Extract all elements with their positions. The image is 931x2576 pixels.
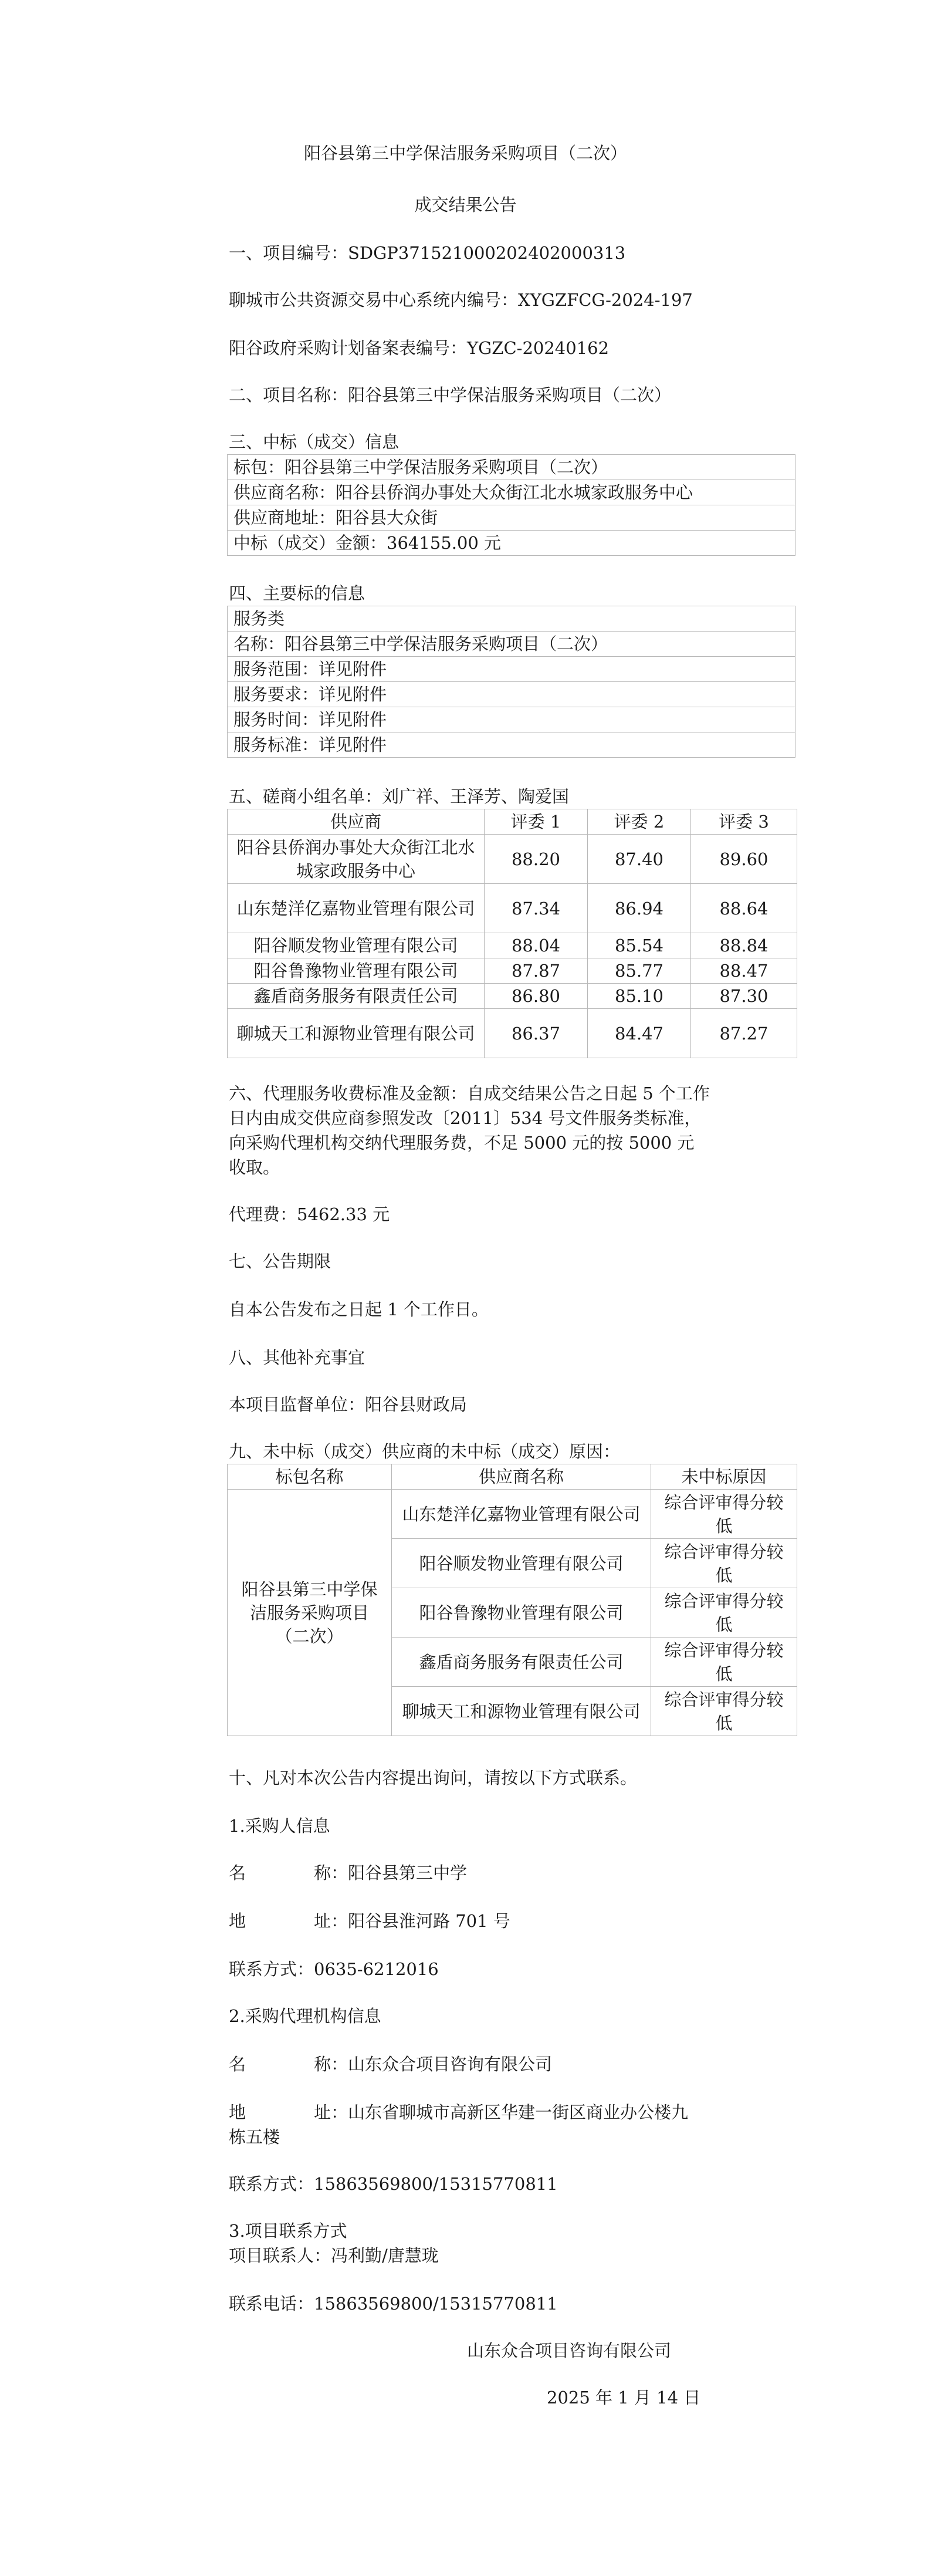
page-subtitle: 成交结果公告 <box>414 195 517 215</box>
subject-type: 服务类 <box>228 606 795 632</box>
score-value: 87.34 <box>485 884 588 933</box>
buyer-address-value: 阳谷县淮河路 701 号 <box>348 1911 510 1931</box>
agent-name-label: 名 称： <box>229 2054 348 2074</box>
agent-address-label: 地 址： <box>229 2102 348 2122</box>
unsuccessful-supplier: 聊城天工和源物业管理有限公司 <box>392 1687 651 1736</box>
notice-period-heading: 七、公告期限 <box>229 1251 331 1271</box>
table-row <box>228 1490 797 1539</box>
winner-package: 标包：阳谷县第三中学保洁服务采购项目（二次） <box>228 455 795 480</box>
agency-fee-standard: 六、代理服务收费标准及金额：自成交结果公告之日起 5 个工作日内由成交供应商参照发改〔2011〕534 号文件服务类标准，向采购代理机构交纳代理服务费，不足 5000 元的按 5000 元收取。 <box>229 1083 710 1177</box>
main-subject-table <box>227 606 795 758</box>
table-row <box>228 1009 797 1058</box>
unsuccessful-reason: 综合评审得分较低 <box>651 1490 797 1539</box>
project-contact-phone: 联系电话：15863569800/15315770811 <box>229 2294 558 2314</box>
winner-info-heading: 三、中标（成交）信息 <box>229 432 400 452</box>
winner-amount: 中标（成交）金额：364155.00 元 <box>228 531 795 556</box>
project-contact-heading: 3.项目联系方式 <box>229 2221 347 2241</box>
buyer-name <box>229 1861 467 1885</box>
unsuccessful-heading: 九、未中标（成交）供应商的未中标（成交）原因： <box>229 1441 621 1461</box>
unsuccessful-header-supplier: 供应商名称 <box>392 1464 651 1490</box>
agent-heading: 2.采购代理机构信息 <box>229 2006 381 2026</box>
score-value: 85.10 <box>588 984 691 1009</box>
score-supplier: 聊城天工和源物业管理有限公司 <box>228 1009 485 1058</box>
unsuccessful-supplier: 鑫盾商务服务有限责任公司 <box>392 1638 651 1687</box>
subject-row: 服务时间：详见附件 <box>228 707 795 732</box>
subject-row: 服务要求：详见附件 <box>228 682 795 707</box>
score-table <box>227 809 797 1058</box>
project-contact-person: 项目联系人：冯利勤/唐慧珑 <box>229 2246 439 2266</box>
review-panel-heading: 五、磋商小组名单：刘广祥、王泽芳、陶爱国 <box>229 786 570 806</box>
agent-name <box>229 2052 552 2077</box>
unsuccessful-supplier: 阳谷鲁豫物业管理有限公司 <box>392 1588 651 1638</box>
unsuccessful-reason: 综合评审得分较低 <box>651 1687 797 1736</box>
score-supplier: 鑫盾商务服务有限责任公司 <box>228 984 485 1009</box>
subject-row: 服务范围：详见附件 <box>228 657 795 682</box>
score-value: 88.04 <box>485 933 588 958</box>
winner-address: 供应商地址：阳谷县大众街 <box>228 505 795 531</box>
score-value: 87.40 <box>588 835 691 884</box>
score-header-judge-2: 评委 2 <box>588 809 691 835</box>
unsuccessful-supplier: 山东楚洋亿嘉物业管理有限公司 <box>392 1490 651 1539</box>
signature-date: 2025 年 1 月 14 日 <box>547 2388 701 2408</box>
score-header-supplier: 供应商 <box>228 809 485 835</box>
score-value: 86.37 <box>485 1009 588 1058</box>
unsuccessful-supplier: 阳谷顺发物业管理有限公司 <box>392 1539 651 1588</box>
agent-address-value: 山东省聊城市高新区华建一街区商业办公楼九栋五楼 <box>229 2102 689 2147</box>
table-row <box>228 933 797 958</box>
score-supplier: 阳谷顺发物业管理有限公司 <box>228 933 485 958</box>
unsuccessful-table <box>227 1464 797 1736</box>
score-supplier: 阳谷县侨润办事处大众街江北水城家政服务中心 <box>228 835 485 884</box>
score-value: 88.84 <box>691 933 797 958</box>
unsuccessful-package: 阳谷县第三中学保洁服务采购项目（二次） <box>228 1490 392 1736</box>
score-value: 86.94 <box>588 884 691 933</box>
table-row <box>228 984 797 1009</box>
score-value: 88.20 <box>485 835 588 884</box>
score-header-judge-1: 评委 1 <box>485 809 588 835</box>
winner-name: 供应商名称：阳谷县侨润办事处大众街江北水城家政服务中心 <box>228 480 795 505</box>
buyer-heading: 1.采购人信息 <box>229 1816 330 1836</box>
buyer-address-label: 地 址： <box>229 1911 348 1931</box>
contact-heading: 十、凡对本次公告内容提出询问，请按以下方式联系。 <box>229 1768 638 1788</box>
agent-name-value: 山东众合项目咨询有限公司 <box>348 2054 553 2074</box>
project-number: 一、项目编号：SDGP371521000202402000313 <box>229 243 626 263</box>
notice-period-text: 自本公告发布之日起 1 个工作日。 <box>229 1299 489 1319</box>
winner-info-table <box>227 454 795 556</box>
score-value: 87.87 <box>485 958 588 984</box>
agency-fee: 代理费：5462.33 元 <box>229 1204 390 1224</box>
other-matters-heading: 八、其他补充事宜 <box>229 1348 365 1368</box>
buyer-contact: 联系方式：0635-6212016 <box>229 1959 439 1979</box>
score-header-judge-3: 评委 3 <box>691 809 797 835</box>
supervisor-text: 本项目监督单位：阳谷县财政局 <box>229 1395 468 1414</box>
buyer-name-value: 阳谷县第三中学 <box>348 1863 468 1883</box>
score-supplier: 山东楚洋亿嘉物业管理有限公司 <box>228 884 485 933</box>
score-value: 86.80 <box>485 984 588 1009</box>
score-value: 85.54 <box>588 933 691 958</box>
buyer-address <box>229 1909 510 1933</box>
subject-row: 服务标准：详见附件 <box>228 732 795 758</box>
project-name: 二、项目名称：阳谷县第三中学保洁服务采购项目（二次） <box>229 385 672 405</box>
system-number: 聊城市公共资源交易中心系统内编号：XYGZFCG-2024-197 <box>229 290 693 310</box>
unsuccessful-header-package: 标包名称 <box>228 1464 392 1490</box>
score-value: 84.47 <box>588 1009 691 1058</box>
unsuccessful-reason: 综合评审得分较低 <box>651 1539 797 1588</box>
subject-row: 名称：阳谷县第三中学保洁服务采购项目（二次） <box>228 632 795 657</box>
score-supplier: 阳谷鲁豫物业管理有限公司 <box>228 958 485 984</box>
table-row <box>228 884 797 933</box>
page-title: 阳谷县第三中学保洁服务采购项目（二次） <box>303 143 627 163</box>
table-row <box>228 958 797 984</box>
score-value: 89.60 <box>691 835 797 884</box>
score-value: 88.64 <box>691 884 797 933</box>
table-row <box>228 835 797 884</box>
unsuccessful-reason: 综合评审得分较低 <box>651 1588 797 1638</box>
main-subject-heading: 四、主要标的信息 <box>229 583 365 603</box>
score-value: 85.77 <box>588 958 691 984</box>
unsuccessful-header-reason: 未中标原因 <box>651 1464 797 1490</box>
signature-org: 山东众合项目咨询有限公司 <box>467 2341 672 2361</box>
unsuccessful-reason: 综合评审得分较低 <box>651 1638 797 1687</box>
plan-number: 阳谷政府采购计划备案表编号：YGZC-20240162 <box>229 338 610 358</box>
score-value: 87.27 <box>691 1009 797 1058</box>
score-value: 88.47 <box>691 958 797 984</box>
agent-address <box>229 2100 698 2149</box>
agent-contact: 联系方式：15863569800/15315770811 <box>229 2174 558 2194</box>
score-value: 87.30 <box>691 984 797 1009</box>
buyer-name-label: 名 称： <box>229 1863 348 1883</box>
